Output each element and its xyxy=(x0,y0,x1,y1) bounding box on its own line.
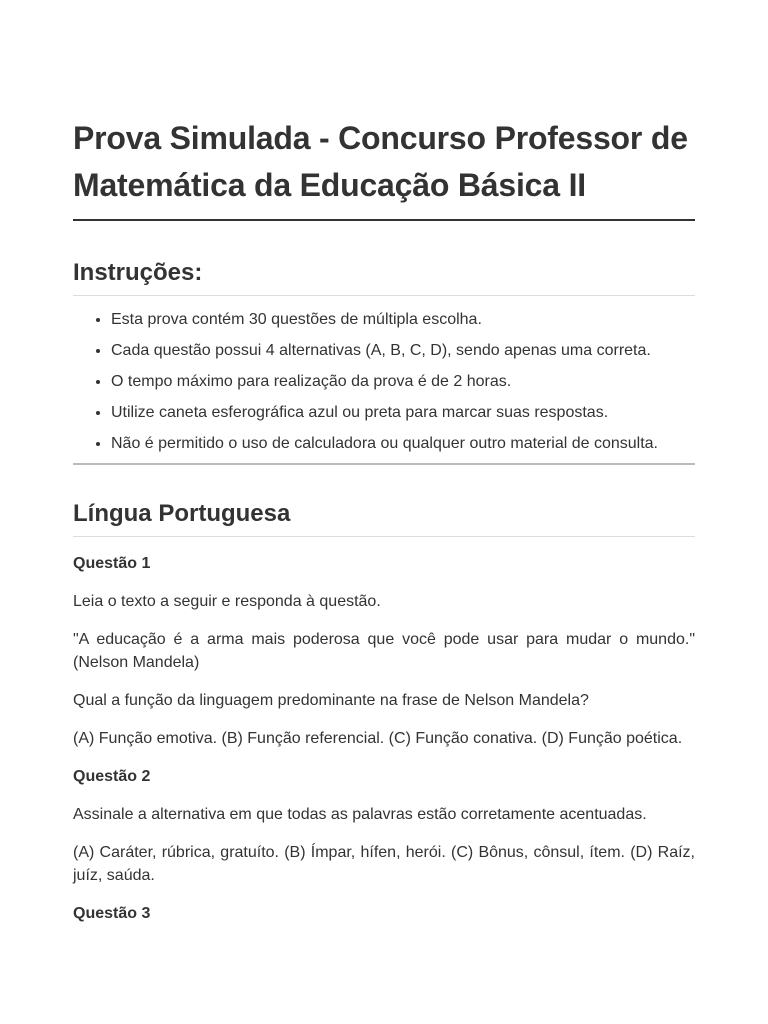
section-heading-lingua-portuguesa: Língua Portuguesa xyxy=(73,500,291,527)
question-statement: Assinale a alternativa em que todas as palavras estão corretamente acentuadas. xyxy=(73,806,647,823)
instructions-divider xyxy=(73,295,695,296)
question-label: Questão 2 xyxy=(73,768,151,785)
question-1 xyxy=(73,552,695,750)
question-3 xyxy=(73,902,695,925)
question-label: Questão 1 xyxy=(73,555,151,572)
question-alternatives: (A) Caráter, rúbrica, gratuíto. (B) Ímpar, hífen, herói. (C) Bônus, cônsul, ítem. (D) Raíz, juíz, saúda. xyxy=(73,844,695,884)
instruction-item: • Utilize caneta esferográfica azul ou preta para marcar suas respostas. xyxy=(111,401,695,424)
question-label: Questão 3 xyxy=(73,905,151,922)
instruction-item: • O tempo máximo para realização da prova é de 2 horas. xyxy=(111,370,695,393)
instruction-item: • Esta prova contém 30 questões de múltipla escolha. xyxy=(111,308,695,331)
instruction-item: • Não é permitido o uso de calculadora ou qualquer outro material de consulta. xyxy=(111,432,695,455)
instructions-heading: Instruções: xyxy=(73,259,203,286)
instructions-list xyxy=(73,308,695,455)
question-2 xyxy=(73,765,695,887)
question-alternatives: (A) Função emotiva. (B) Função referencial. (C) Função conativa. (D) Função poética. xyxy=(73,730,683,747)
section-divider xyxy=(73,536,695,537)
question-quote: "A educação é a arma mais poderosa que você pode usar para mudar o mundo." (Nelson Mandela) xyxy=(73,631,695,671)
question-statement: Qual a função da linguagem predominante na frase de Nelson Mandela? xyxy=(73,692,589,709)
page-title: Prova Simulada - Concurso Professor de Matemática da Educação Básica II xyxy=(73,120,688,203)
instruction-item: • Cada questão possui 4 alternativas (A, B, C, D), sendo apenas uma correta. xyxy=(111,339,695,362)
question-prompt: Leia o texto a seguir e responda à questão. xyxy=(73,593,381,610)
